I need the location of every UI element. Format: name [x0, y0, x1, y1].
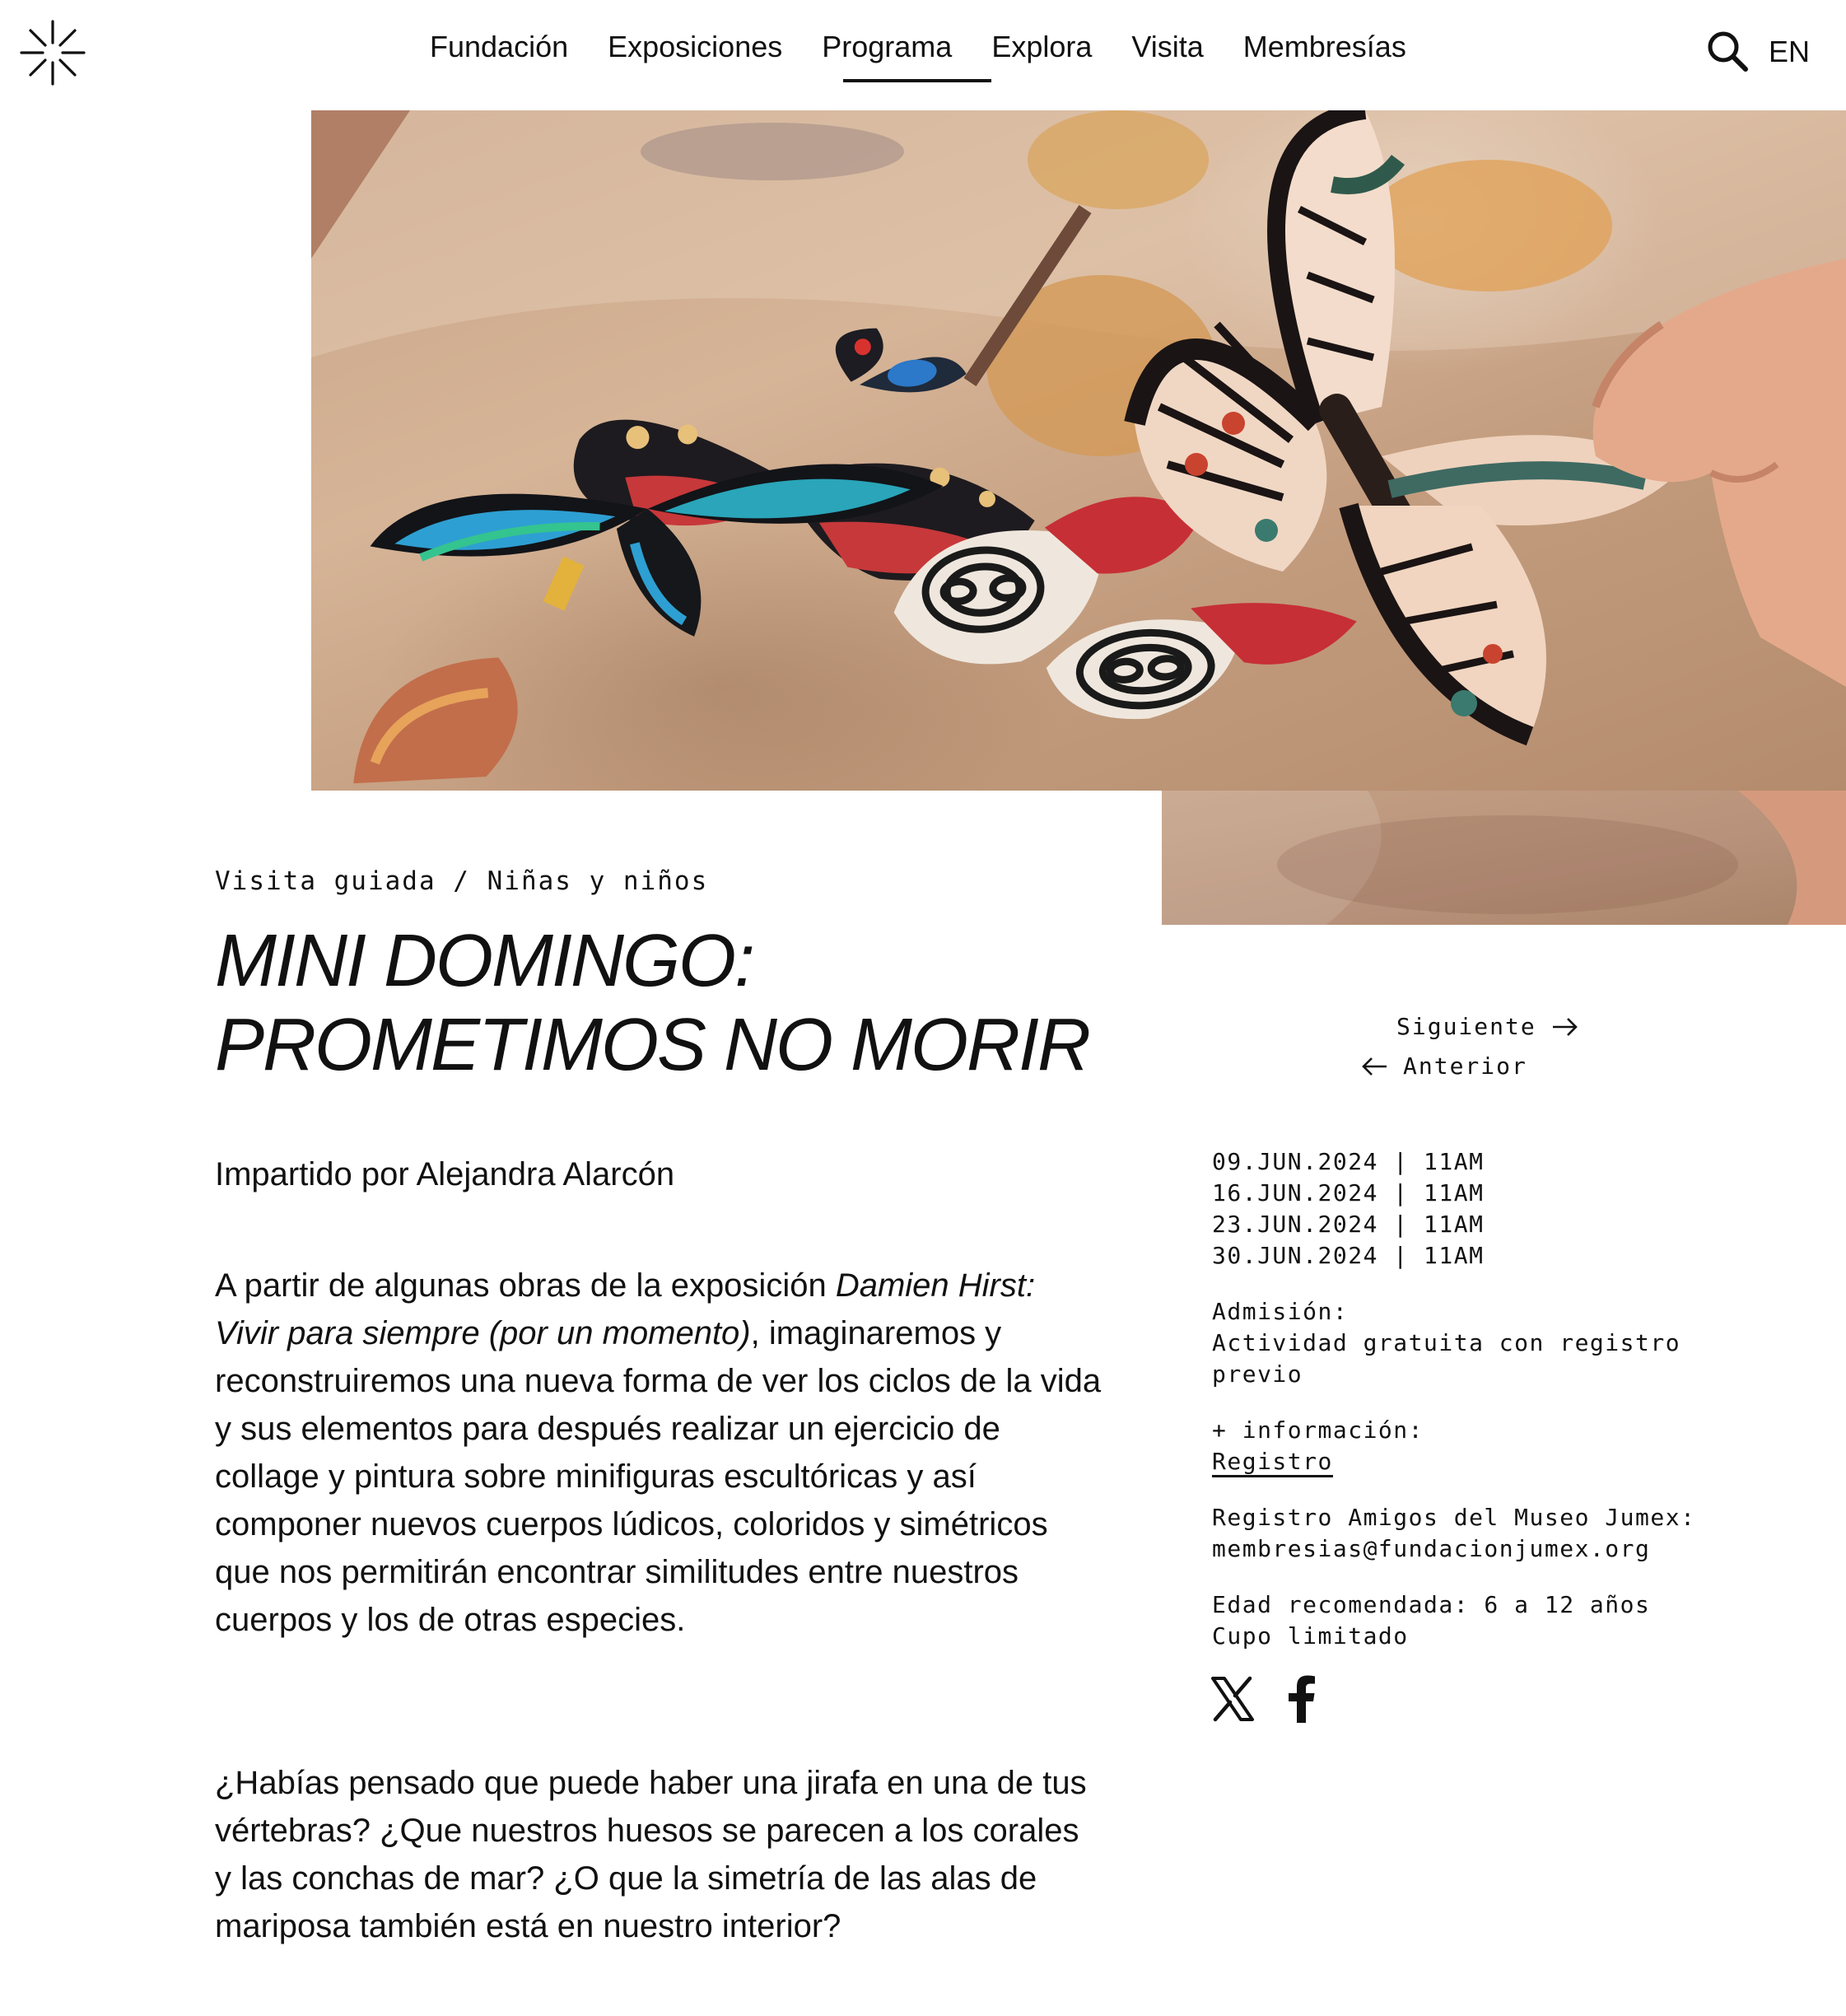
age-info — [1212, 1589, 1650, 1652]
nav-item-fundacion[interactable]: Fundación — [430, 30, 569, 63]
exhibition-title: Damien Hirst: Vivir para siempre (por un momento) — [215, 1267, 1036, 1351]
amigos-email[interactable]: membresias@fundacionjumex.org — [1212, 1535, 1651, 1562]
arrow-left-icon — [1360, 1056, 1388, 1077]
nav-item-visita[interactable]: Visita — [1131, 30, 1204, 63]
event-category: Visita guiada / Niñas y niños — [215, 866, 709, 896]
amigos-info — [1212, 1502, 1695, 1565]
amigos-label: Registro Amigos del Museo Jumex: — [1212, 1504, 1696, 1531]
page-title — [215, 919, 1089, 1087]
date-item: 23.JUN.2024 | 11AM — [1212, 1211, 1485, 1238]
nav-item-explora[interactable]: Explora — [991, 30, 1093, 63]
admission-info — [1212, 1296, 1681, 1390]
facebook-icon[interactable] — [1284, 1675, 1329, 1723]
prev-label: Anterior — [1403, 1052, 1527, 1080]
nav-item-programa[interactable]: Programa — [802, 30, 972, 82]
hero-image — [311, 110, 1846, 791]
next-link[interactable] — [1396, 1013, 1579, 1040]
admission-line-2: previo — [1212, 1360, 1303, 1388]
date-item: 16.JUN.2024 | 11AM — [1212, 1179, 1485, 1206]
date-item: 30.JUN.2024 | 11AM — [1212, 1242, 1485, 1269]
x-twitter-icon[interactable] — [1210, 1675, 1255, 1723]
admission-line-1: Actividad gratuita con registro — [1212, 1329, 1681, 1356]
event-dates — [1212, 1146, 1484, 1272]
para1-rest: , imaginaremos y reconstruiremos una nueva forma de ver los ciclos de la vida y sus elementos para después realizar un ejercicio de collage y pintura sobre minifiguras escultóricas y así componer nuevos cuerpos lúdicos, coloridos y simétricos que nos permitirán encontrar similitudes entre nuestros cuerpos y los de otras especies. — [215, 1315, 1102, 1638]
more-info — [1212, 1415, 1424, 1477]
social-share — [1210, 1675, 1329, 1723]
more-info-label: + información: — [1212, 1416, 1424, 1444]
limited-spots: Cupo limitado — [1212, 1622, 1409, 1650]
admission-label: Admisión: — [1212, 1298, 1349, 1325]
site-header — [0, 0, 1846, 110]
prev-link[interactable] — [1360, 1052, 1527, 1080]
description-paragraph-2: ¿Habías pensado que puede haber una jirafa en una de tus vértebras? ¿Que nuestros huesos se parecen a los corales y las conchas de mar? ¿O que la simetría de las alas de mariposa también está en nuestro interior? — [215, 1765, 1087, 1944]
next-label: Siguiente — [1396, 1013, 1536, 1040]
main-nav — [430, 30, 1426, 82]
asterisk-logo-icon[interactable] — [18, 18, 87, 87]
hero-image-extension — [1162, 791, 1846, 925]
recommended-age: Edad recomendada: 6 a 12 años — [1212, 1591, 1651, 1618]
description-paragraph-1 — [215, 1262, 1104, 1644]
taught-by: Impartido por Alejandra Alarcón — [215, 1156, 675, 1192]
search-icon[interactable] — [1704, 28, 1750, 74]
language-toggle[interactable]: EN — [1769, 35, 1811, 68]
arrow-right-icon — [1551, 1016, 1579, 1038]
nav-item-exposiciones[interactable]: Exposiciones — [608, 30, 783, 63]
para1-prefix: A partir de algunas obras de la exposición — [215, 1267, 836, 1304]
title-line-2: PROMETIMOS NO MORIR — [215, 1004, 1089, 1086]
registro-link[interactable]: Registro — [1212, 1448, 1333, 1477]
nav-item-membresias[interactable]: Membresías — [1242, 30, 1406, 63]
date-item: 09.JUN.2024 | 11AM — [1212, 1148, 1485, 1175]
title-line-1: MINI DOMINGO: — [215, 920, 753, 1002]
